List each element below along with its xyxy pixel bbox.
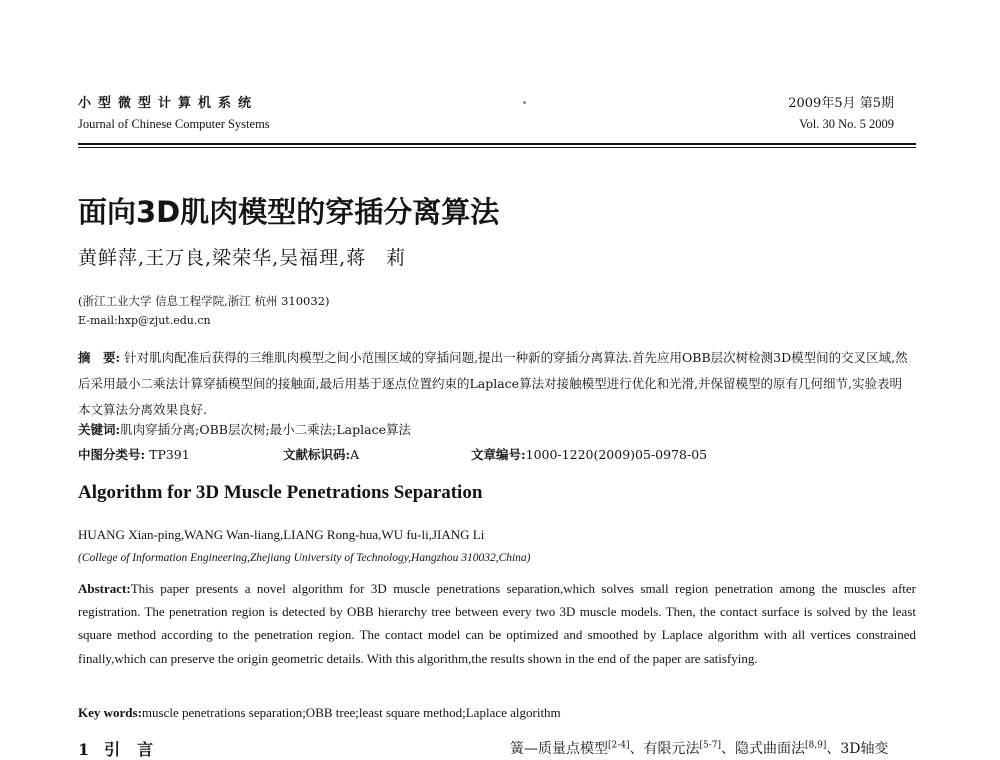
citation-ref: [8,9] <box>805 740 827 751</box>
authors-en: HUANG Xian-ping,WANG Wan-liang,LIANG Rong-hua,WU fu-li,JIANG Li <box>78 527 485 542</box>
body-text-segment: 、3D轴变 <box>826 741 889 757</box>
contact-email: E-mail:hxp@zjut.edu.cn <box>78 314 211 327</box>
citation-ref: [5-7] <box>699 740 722 751</box>
paper-title-cn: 面向3D肌肉模型的穿插分离算法 <box>78 195 500 229</box>
clc-label: 中图分类号: <box>78 447 146 462</box>
body-text-segment: 簧—质量点模型 <box>510 741 608 757</box>
affiliation-cn: (浙江工业大学 信息工程学院,浙江 杭州 310032) <box>78 294 330 308</box>
article-number-label: 文章编号: <box>471 447 526 462</box>
keywords-cn-label: 关键词: <box>78 422 121 437</box>
volume-number: Vol. 30 No. 5 2009 <box>799 117 894 131</box>
keywords-en-label: Key words: <box>78 705 142 720</box>
doc-code-label: 文献标识码: <box>283 447 351 462</box>
citation-ref: [2-4] <box>608 740 630 751</box>
article-number <box>471 445 707 463</box>
section-heading-intro <box>78 737 156 760</box>
header-rule-thick <box>78 143 916 145</box>
paper-title-en: Algorithm for 3D Muscle Penetrations Separation <box>78 482 483 503</box>
section-title-part2: 言 <box>137 740 157 759</box>
journal-name-en: Journal of Chinese Computer Systems <box>78 117 270 131</box>
keywords-cn <box>78 420 411 438</box>
abstract-en-text: This paper presents a novel algorithm for 3D muscle penetrations separation,which solves small region penetration among the muscles after registration. The penetration region is detected by OBB hierarchy tree between every two 3D muscle models. Then, the contact surface is solved by the least square method according to the penetration region. The contact model can be optimized and smoothed by Laplace algorithm with all vertices constrained finally,which can preserve the origin geometric details. With this algorithm,the results shown in the end of the paper are satisfying. <box>78 581 916 666</box>
keywords-en-text: muscle penetrations separation;OBB tree;least square method;Laplace algorithm <box>141 705 561 720</box>
affiliation-en: (College of Information Engineering,Zhejiang University of Technology,Hangzhou 310032,China) <box>78 552 531 564</box>
abstract-cn-text: 针对肌肉配准后获得的三维肌肉模型之间小范围区域的穿插问题,提出一种新的穿插分离算法.首先应用OBB层次树检测3D模型间的交叉区域,然后采用最小二乘法计算穿插模型间的接触面,最后用基于逐点位置约束的Laplace算法对接触模型进行优化和光滑,并保留模型的原有几何细节,实验表明本文算法分离效果良好. <box>78 350 908 417</box>
document-code <box>283 445 471 463</box>
abstract-en <box>78 577 916 670</box>
body-text-segment: 、有限元法 <box>629 741 700 757</box>
keywords-cn-text: 肌肉穿插分离;OBB层次树;最小二乘法;Laplace算法 <box>120 422 411 437</box>
section-number: 1 <box>78 740 93 759</box>
abstract-cn <box>78 345 908 423</box>
abstract-cn-label: 摘 要: <box>78 350 121 365</box>
classification-line <box>78 445 918 463</box>
body-text-right-column <box>510 738 889 758</box>
clc-value: TP391 <box>149 447 190 462</box>
body-text-segment: 、隐式曲面法 <box>721 741 806 757</box>
clc-number <box>78 445 283 463</box>
abstract-en-label: Abstract: <box>78 581 131 596</box>
doc-code-value: A <box>350 447 360 462</box>
journal-name-cn: 小型微型计算机系统 <box>78 96 259 111</box>
keywords-en <box>78 705 561 721</box>
header-rule-thin <box>78 147 916 148</box>
issue-date-cn: 2009年5月 第5期 <box>788 96 894 111</box>
scan-speck <box>523 101 526 104</box>
section-title-part1: 引 <box>104 740 124 759</box>
authors-cn: 黄鲜萍,王万良,梁荣华,吴福理,蒋 莉 <box>78 247 407 269</box>
article-number-value: 1000-1220(2009)05-0978-05 <box>525 447 708 462</box>
